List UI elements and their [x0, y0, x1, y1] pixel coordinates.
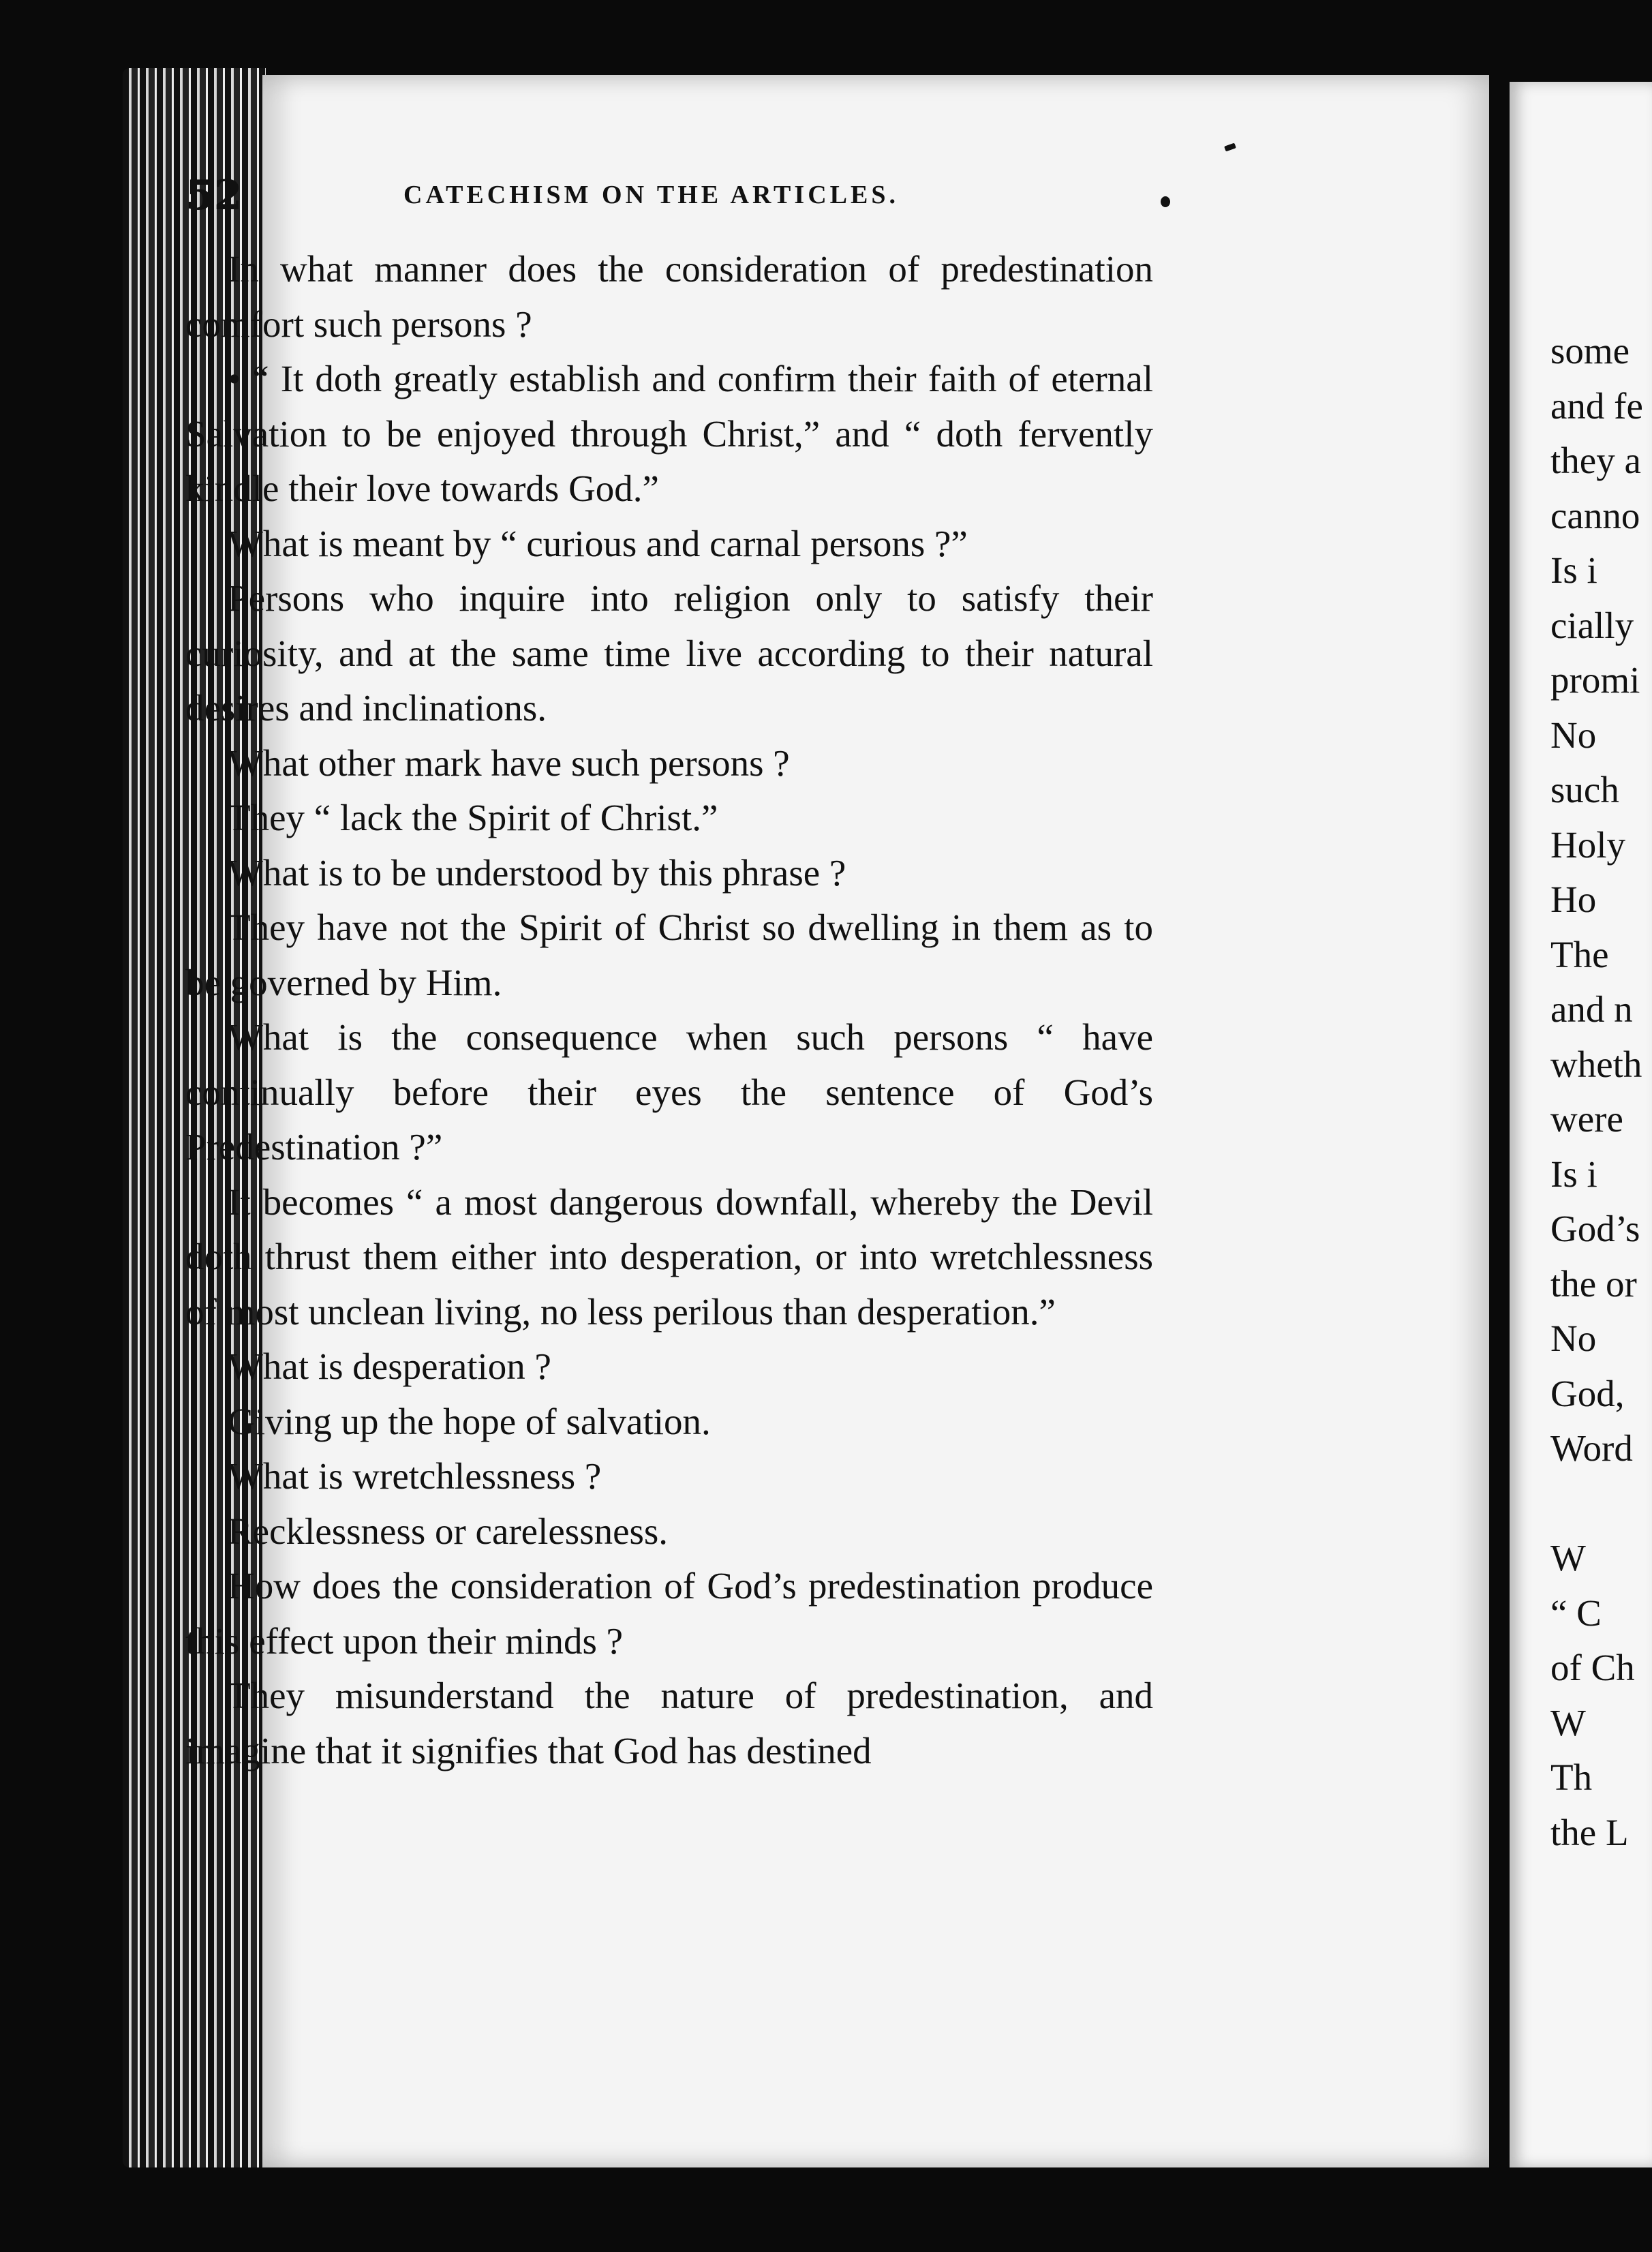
ink-mark — [1224, 143, 1236, 152]
paragraph: What is the consequence when such persons “ have continually before their eyes the sentence of God’s Predestination ?” — [185, 1016, 1153, 1168]
right-page-line: they a — [1550, 440, 1641, 481]
right-page — [1510, 82, 1652, 2167]
right-page-line: the or — [1550, 1262, 1637, 1305]
right-page-line — [1550, 1476, 1643, 1532]
paragraph: • “ It doth greatly establish and confirm their faith of eternal Salvation to be enjoyed through Christ,” and “ doth fervently kindle their love towards God.” — [185, 358, 1153, 509]
right-page-line: Is i — [1550, 549, 1597, 591]
paragraph: What is wretchlessness ? — [228, 1455, 602, 1497]
paragraph: They “ lack the Spirit of Christ.” — [228, 797, 718, 838]
paragraph: In what manner does the consideration of predestination comfort such persons ? — [185, 248, 1153, 345]
right-page-line: such — [1550, 769, 1619, 810]
right-page-line: W — [1550, 1537, 1586, 1579]
running-head: CATECHISM ON THE ARTICLES. — [403, 181, 899, 209]
right-page-line: Holy — [1550, 823, 1625, 866]
paragraph: It becomes “ a most dangerous downfall, whereby the Devil doth thrust them either into desperation, or into wretchlessness of most unclean living, no less perilous than desperation.” — [185, 1181, 1153, 1333]
right-page-line: the L — [1550, 1811, 1629, 1853]
paragraph: They misunderstand the nature of predestination, and imagine that it signifies that God has destined — [185, 1675, 1153, 1771]
right-page-line: God’s — [1550, 1208, 1640, 1249]
paragraph: What is to be understood by this phrase ? — [228, 851, 846, 894]
right-page-line: wheth — [1550, 1043, 1642, 1085]
right-page-line: Is i — [1550, 1153, 1597, 1195]
right-page-line: canno — [1550, 494, 1640, 536]
right-page-line: of Ch — [1550, 1647, 1635, 1688]
right-page-line: Ho — [1550, 879, 1597, 920]
right-page-line: Word — [1550, 1427, 1633, 1469]
right-page-line: W — [1550, 1701, 1586, 1744]
right-page-line: and n — [1550, 988, 1633, 1030]
right-page-line: “ C — [1550, 1592, 1602, 1634]
paragraph: What other mark have such persons ? — [228, 742, 790, 784]
paragraph: They have not the Spirit of Christ so dwelling in them as to be governed by Him. — [185, 907, 1153, 1003]
right-page-line: promi — [1550, 659, 1640, 701]
paragraph: Giving up the hope of salvation. — [228, 1400, 711, 1442]
right-page-line: some — [1550, 330, 1630, 371]
right-page-line: and fe — [1550, 384, 1643, 427]
page-number: 52 — [185, 172, 243, 219]
page-header — [185, 172, 1221, 240]
right-page-line: Th — [1550, 1756, 1593, 1798]
right-page-line: The — [1550, 933, 1609, 975]
right-page-line: No — [1550, 714, 1597, 756]
paragraph: What is desperation ? — [228, 1345, 551, 1387]
page-body — [185, 242, 1153, 1778]
paragraph: How does the consideration of God’s predestination produce this effect upon their minds ? — [185, 1565, 1153, 1662]
paragraph: What is meant by “ curious and carnal persons ?” — [228, 522, 968, 564]
right-page-line: were — [1550, 1098, 1623, 1140]
right-page-line: cially — [1550, 604, 1634, 646]
paragraph: Persons who inquire into religion only to satisfy their curiosity, and at the same time live according to their natural desires and inclinations. — [185, 577, 1153, 729]
right-page-line: No — [1550, 1318, 1597, 1359]
right-page-text — [1550, 324, 1643, 1860]
paragraph: Recklessness or carelessness. — [228, 1510, 669, 1552]
right-page-line: God, — [1550, 1372, 1625, 1414]
